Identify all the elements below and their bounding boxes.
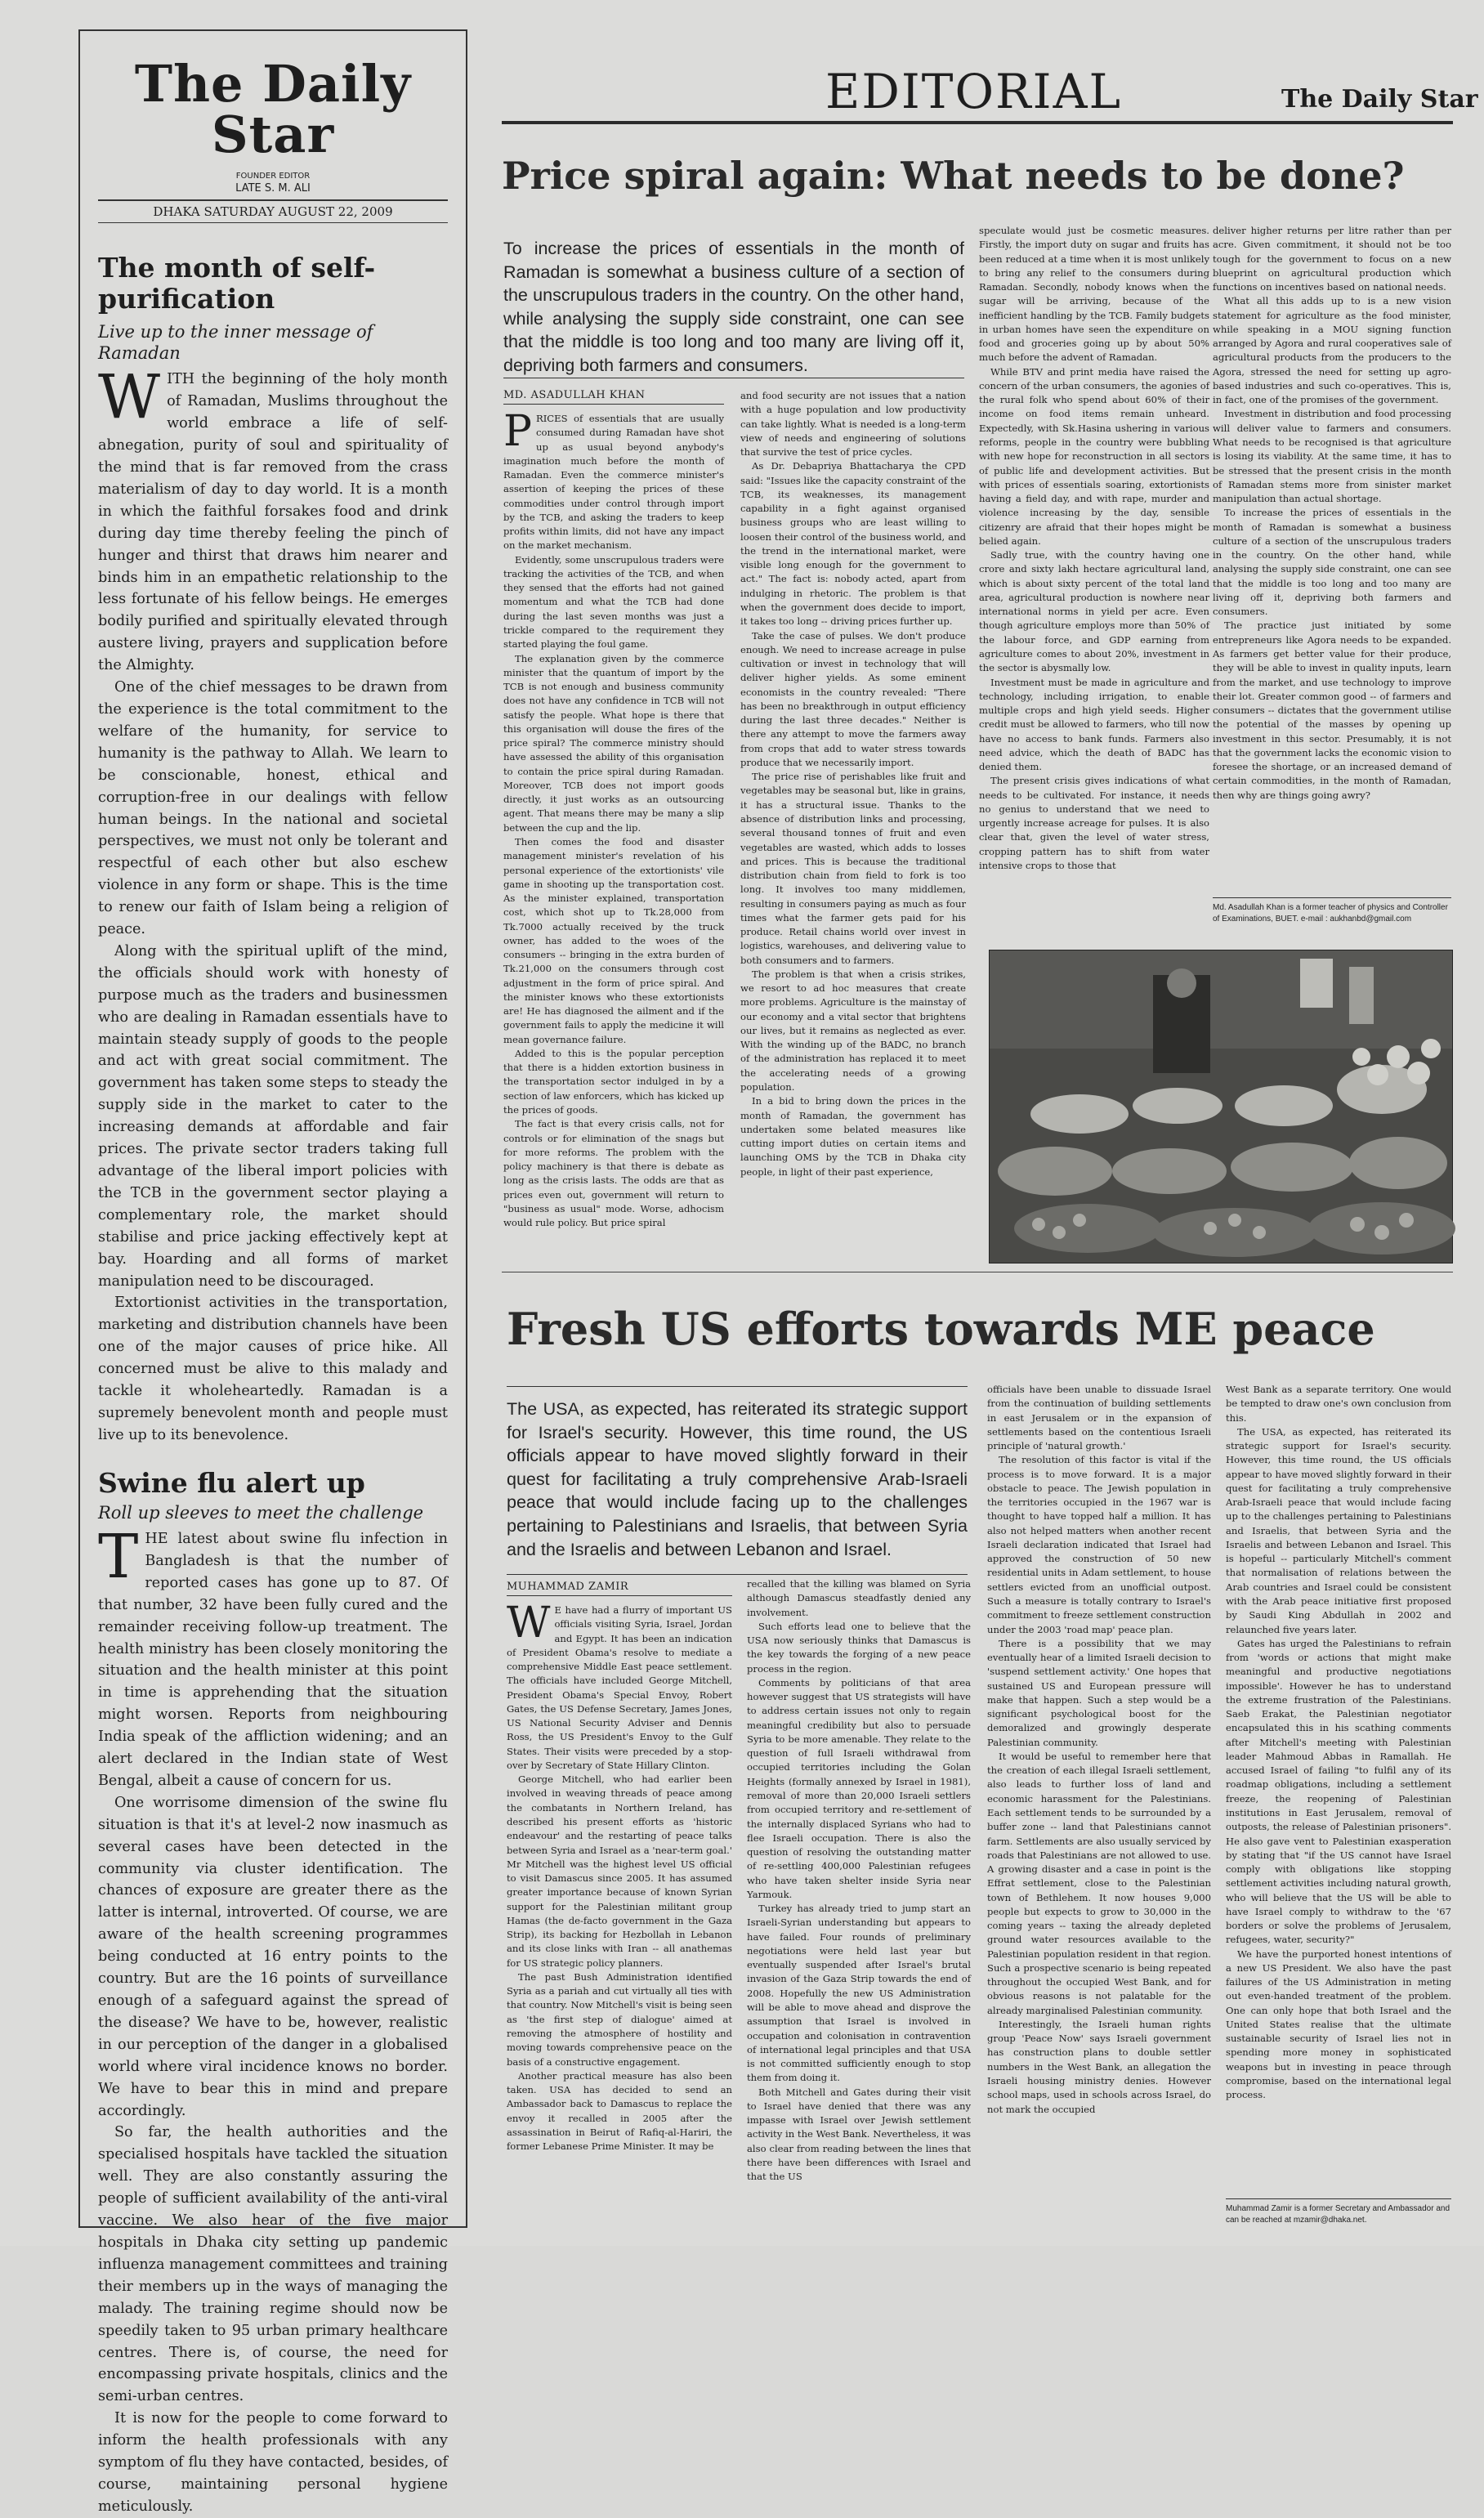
article1-paragraph: The price rise of perishables like fruit and vegetables may be seasonal but, like in grains, it has a structural issue. Thanks to the absence of distribution links and processing, several thousand tonnes of fruit and even vegetables are wasted, which adds to losses and prices. This is because the traditional distribution chain from field to fork is too long. It involves too many middlemen, resulting in consumers paying as much as four times what the farmer gets paid for his produce. Retail chains world over invest in logistics, warehouses, and delivering value to both consumers and to farmers. (740, 771, 966, 966)
article1-paragraph: The fact is that every crisis calls, not for controls or for elimination of the snags but for more reforms. The problem with the policy machinery is that there is debate as long as the crisis lasts. The odds are that as prices even out, government will return to "business as usual" mode. Worse, adhocism would rule policy. But price spiral (503, 1118, 724, 1229)
article2-col1 (507, 1599, 732, 2233)
article1-paragraph: Investment in distribution and food processing will deliver value to farmers and consumers. What needs to be recognised is that agriculture is losing its viability. At the same time, it has to be stressed that the present crisis in the month of Ramadan stems more from sinister market manipulation than actual shortage. (1213, 408, 1451, 505)
article1-paragraph: and food security are not issues that a nation with a huge population and low productivity can take lightly. What is needed is a long-term view of needs and engineering of solutions that survive the test of price cycles. (740, 390, 966, 458)
article2-paragraph: The USA, as expected, has reiterated its strategic support for Israel's security. However, this time round, the US officials appear to have moved slightly forward in their quest for facilitating a truly comprehensive Arab-Israeli peace that would include facing up to the challenges pertaining to Palestinians and Israelis, that between Syria and the Israelis and between Lebanon and Israel. This is hopeful -- particularly Mitchell's comment that normalisation of relations between the Arab countries and Israel could be consistent with the Arab peace initiative first proposed by Saudi King Abdullah in 2002 and relaunched five years later. (1226, 1425, 1451, 1635)
article2-author-note: Muhammad Zamir is a former Secretary and Ambassador and can be reached at mzamir@dhaka.net. (1226, 2204, 1450, 2225)
article2-paragraph: Comments by politicians of that area however suggest that US strategists will have to address certain issues not only to regain meaningful credibility but also to persuade Syria to be more amenable. They relate to the question of full Israeli withdrawal from occupied territories including the Golan Heights (formally annexed by Israel in 1981), removal of more than 20,000 Israeli settlers from occupied territory and re-settlement of the internally displaced Syrians who had to flee Israeli occupation. There is also the question of resolving the outstanding matter of re-settling 400,000 Palestinian refugees who have taken shelter inside Syria near Yarmouk. (747, 1676, 971, 1900)
editorial1-dropcap: W (98, 362, 161, 433)
editorial1-body (98, 362, 448, 1446)
article2-paragraph: E have had a flurry of important US officials visiting Syria, Israel, Jordan and Egypt. It has been an indication of President Obama's resolve to mediate a comprehensive Middle East peace settlement. The officials have included George Mitchell, President Obama's Special Envoy, Robert Gates, the US Defense Secretary, James Jones, US National Security Adviser and Dennis Ross, the US President's Envoy to the Gulf States. Their visits were preceded by a stop-over by Secretary of State Hillary Clinton. (507, 1604, 732, 1771)
article1-paragraph: deliver higher returns per litre rather than per acre. Given commitment, it should not be too tough for the government to focus on a new blueprint on agricultural production which functions on incentives based on national needs. (1213, 225, 1451, 293)
article2-byline-rule (507, 1595, 732, 1596)
article1-paragraph: Sadly true, with the country having one crore and sixty lakh hectare agricultural land, which is about sixty percent of the total land area, agricultural production is nowhere near international norms in yield per acre. Even though agriculture employs more than 50% of the labour force, and GDP earning from agriculture comes to about 20%, investment in the sector is abysmally low. (979, 549, 1209, 674)
article1-byline-rule (503, 404, 724, 405)
mini-masthead: The Daily Star (1281, 85, 1478, 114)
founder-name: LATE S. M. ALI (235, 182, 311, 195)
article2-paragraph: George Mitchell, who had earlier been involved in weaving threads of peace among the combatants in Northern Ireland, has described his present efforts as 'historic endeavour' and the restarting of peace talks between Syria and Israel as a 'near-term goal.' Mr Mitchell was the highest level US official to visit Damascus since 2005. It has assumed greater importance because of known Syrian support for the Palestinian militant group Hamas (the de-facto government in the Gaza Strip), its backing for Hezbollah in Lebanon and its close links with Iran -- all anathemas for US strategic policy planners. (507, 1773, 732, 1969)
article1-paragraph: What all this adds up to is a new vision statement for agriculture as the food minister, while speaking in a MOU signing function arranged by Agora and rural cooperatives sale of agricultural products from the producers to the Agora, stressed the need for setting up agro-based industries and such co-operatives. This is, in fact, one of the promises of the government. (1213, 295, 1451, 406)
article1-paragraph: As Dr. Debapriya Bhattacharya the CPD said: "Issues like the capacity constraint of the TCB, its weaknesses, its management capability in a fight against organised business groups who are least willing to loosen their control of the business world, and the trend in the international market, were visible long enough for the government to act." The fact is: nobody acted, apart from indulging in rhetoric. The problem is that when the government does decide to import, it takes too long -- driving prices further up. (740, 460, 966, 628)
article1-paragraph: While BTV and print media have raised the concern of the urban consumers, the agonies of the rural folk who spend about 60% of their income on food items remain unheard. Expectedly, with Sk.Hasina ushering in various reforms, people in the country were bubbling with new hope for reconstruction in all sectors of public life and development activities. But with prices of essentials soaring, extortionists having a field day, and with rape, murder and violence increasing by the day, sensible citizenry are afraid that their hopes might be belied again. (979, 365, 1209, 547)
produce-stall-image (990, 950, 1452, 1263)
article1-paragraph: Then comes the food and disaster management minister's revelation of his personal experience of the extortionists' vile game in shooting up the transportation cost. As the minister explained, transportation cost, which shot up to Tk.28,000 from Tk.7000 actually received by the truck owner, has added to the woes of the consumers -- bringing in the extra burden of Tk.21,000 on the consumers through cost adjustment in the form of price spiral. And the minister knows who these extortionists are! He has diagnosed the ailment and if the government fails to apply the medicine it will mean governance failure. (503, 835, 724, 1045)
article1-dropcap: P (503, 407, 532, 456)
editorial-column-box (78, 29, 467, 2515)
article1-paragraph: The present crisis gives indications of what needs to be cultivated. For instance, it needs no genius to understand that we need to urgently increase acreage for pulses. It is also clear that, given the level of water stress, cropping pattern has to shift from water intensive crops to those that (979, 775, 1209, 871)
article1-col3 (979, 224, 1209, 938)
article2-paragraph: It would be useful to remember here that the creation of each illegal Israeli settlement, also leads to further loss of land and economic harassment for the Palestinians. Each settlement tends to be surrounded by a buffer zone -- land that Palestinians cannot farm. Settlements are also usually serviced by roads that Palestinians are not allowed to use. A growing disaster and a case in point is the Effrat settlement, close to the Palestinian town of Bethlehem. It now houses 9,000 people but expects to grow to 30,000 in the coming years -- taxing the already depleted ground water resources available to the Palestinian population resident in that region. Such a prospective scenario is being repeated throughout the occupied West Bank, and for obvious reasons is not palatable for the already marginalised Palestinian community. (987, 1750, 1211, 2016)
article2-standfirst: The USA, as expected, has reiterated its strategic support for Israel's security. However, this time round, the US officials appear to have moved slightly forward in their quest for facilitating a truly comprehensive Arab-Israeli peace that would include facing up to the challenges pertaining to Palestinians and Israelis, that between Syria and the Israelis and between Lebanon and Israel. (507, 1399, 968, 1559)
editorial1-paragraph: ITH the beginning of the holy month of Ramadan, Muslims throughout the world embrace a life of self-abnegation, purity of soul and spirituality of the mind that is far removed from the crass materialism of day to day world. It is a month in which the faithful forsakes food and drink during day time thereby feeling the pinch of hunger and thirst that draws him nearer and binds him in an empathetic relationship to the less fortunate of his fellow beings. He emerges bodily purified and spiritually elevated through austere living, prayers and supplication before the Almighty. (98, 371, 448, 674)
article2-paragraph: Both Mitchell and Gates during their visit to Israel have denied that there was any impasse with Israel over Jewish settlement activity in the West Bank. Nevertheless, it was also clear from reading between the lines that there have been differences with Israel and that the US (747, 2086, 971, 2183)
article1-paragraph: Investment must be made in agriculture and technology, including irrigation, to enable multiple crops and high yield seeds. Higher credit must be allowed to farmers, who till now have no access to bank funds. Farmers also need advice, which the death of BADC has denied them. (979, 676, 1209, 773)
article1-headline: Price spiral again: What needs to be done? (502, 154, 1405, 198)
editorial1-paragraph: One of the chief messages to be drawn from the experience is the total commitment to the welfare of the humanity, for service to humanity is the pathway to Allah. We learn to be conscionable, honest, ethical and corruption-free in our dealings with fellow human beings. In the national and societal perspectives, we must not only be tolerant and respectful of each other but also eschew violence in any form or shape. This is the time to renew our faith of Islam being a religion of peace. (98, 679, 448, 938)
article2-col2 (747, 1577, 971, 2233)
article1-paragraph: Take the case of pulses. We don't produce enough. We need to increase acreage in pulse cultivation or invest in technology that will deliver higher yields. As some eminent economists in the country revealed: "There has been no breakthrough in output efficiency during the last three decades." Neither is there any attempt to move the farmers away from crops that add to water stress towards produce that we necessarily import. (740, 629, 966, 768)
editorial2-body (98, 1521, 448, 2518)
article2-paragraph: officials have been unable to dissuade Israel from the continuation of building settlements in east Jerusalem or in the expansion of settlements based on the contentious Israeli principle of 'natural growth.' (987, 1384, 1211, 1452)
article2-paragraph: recalled that the killing was blamed on Syria although Damascus steadfastly denied any involvement. (747, 1578, 971, 1618)
article1-paragraph: RICES of essentials that are usually consumed during Ramadan have shot up as usual beyond anybody's imagination much before the month of Ramadan. Even the commerce minister's assertion of keeping the prices of these commodities under control through import by the TCB, and asking the traders to keep profits within limits, did not have any impact on the market mechanism. (503, 413, 724, 552)
editorial2-paragraph: It is now for the people to come forward to inform the health professionals with any symptom of flu they have contacted, besides, of course, maintaining personal hygiene meticulously. (98, 2410, 448, 2515)
article1-paragraph: Added to this is the popular perception that there is a hidden extortion business in the transportation sector indulged in by a section of law enforcers, which has kicked up the prices of goods. (503, 1047, 724, 1116)
article1-col1 (503, 407, 724, 1263)
article2-col3 (987, 1383, 1211, 2233)
editorial1-subtitle: Live up to the inner message of Ramadan (98, 321, 373, 364)
article2-paragraph: The resolution of this factor is vital if the process is to move forward. It is a major obstacle to peace. The Jewish population in the territories occupied in the 1967 war is thought to have topped half a million. It has also not helped matters when another recent Israeli declaration indicated that Israel had approved the construction of 50 new residential units in Adam settlement, to house settlers evicted from an unofficial outpost. Such a measure is totally contrary to Israel's commitment to freeze settlement construction under the 2003 'road map' peace plan. (987, 1454, 1211, 1635)
article2-col4 (1226, 1383, 1451, 2153)
article1-paragraph: speculate would just be cosmetic measures. Firstly, the import duty on sugar and fruits has been reduced at a time when it is most unlikely to bring any relief to the consumers during Ramadan. Secondly, nobody knows when the sugar will be arriving, because of the inefficient handling by the TCB. Family budgets in urban homes have seen the expenditure on food and groceries going up by about 50% much before the advent of Ramadan. (979, 225, 1209, 364)
editorial2-paragraph: So far, the health authorities and the specialised hospitals have tackled the situation well. They are also constantly assuring the people of sufficient availability of the anti-viral vaccine. We also hear of the five major hospitals in Dhaka city setting up pandemic influenza management committees and training their members up in the ways of managing the malady. The training regime should now be speedily taken to 95 urban primary healthcare centres. There is, of course, the need for encompassing private hospitals, clinics and the semi-urban centres. (98, 2124, 448, 2405)
dateline: DHAKA SATURDAY AUGUST 22, 2009 (98, 199, 448, 223)
editorial2-paragraph: HE latest about swine flu infection in Bangladesh is that the number of reported cases has gone up to 87. Of that number, 32 have been fully cured and the remainder receiving follow-up treatment. The health ministry has been closely monitoring the situation and the health minister at this point in time is apprehending that the situation might worsen. Reports from neighbouring India speak of the affliction widening; and an alert declared in the Indian state of West Bengal, albeit a cause of concern for us. (98, 1530, 448, 1789)
editorial1-title: The month of self-purification (98, 252, 376, 315)
article2-paragraph: There is a possibility that we may eventually hear of a limited Israeli decision to 'suspend settlement activity.' One hopes that sustained US and European pressure will make that happen. Such a step would be a significant psychological boost for the demoralized and growingly desperate Palestinian community. (987, 1637, 1211, 1748)
article2-note-rule (1226, 2198, 1451, 2199)
article1-paragraph: In a bid to bring down the prices in the month of Ramadan, the government has undertaken some belated measures like cutting import duties on certain items and launching OMS by the TCB in Dhaka city people, in light of their past experience, (740, 1095, 966, 1178)
editorial2-paragraph: One worrisome dimension of the swine flu situation is that it's at level-2 now inasmuch as several cases have been detected in the community via cluster identification. The chances of exposure are greater there as the latter is internal, introverted. Of course, we are aware of the health screening programmes being conducted at 16 entry points to the country. But are the 16 points of surveillance enough of a safeguard against the spread of the disease? We have to be, however, realistic in our perception of the danger in a globalised world where viral incidence knows no border. We have to bear this in mind and prepare accordingly. (98, 1794, 448, 2119)
article2-paragraph: We have the purported honest intentions of a new US President. We also have the past failures of the US Administration in meting out even-handed treatment of the problem. One can only hope that both Israel and the United States realise that the ultimate sustainable security of Israel lies not in spending more money in sophisticated weapons but in investing in peace through compromise, based on the international legal process. (1226, 1948, 1451, 2101)
article2-paragraph: West Bank as a separate territory. One would be tempted to draw one's own conclusion from this. (1226, 1384, 1451, 1424)
editorial2-dropcap: T (98, 1521, 139, 1592)
article1-col2 (740, 389, 966, 1263)
section-title: EDITORIAL (825, 64, 1122, 119)
section-rule (502, 121, 1453, 124)
editorial1-paragraph: Along with the spiritual uplift of the mind, the officials should work with honesty of purpose much as the traders and businessmen who are dealing in Ramadan essentials have to maintain steady supply of goods to the people and act with great social commitment. The government has taken some steps to steady the supply side in the market to cater to the increasing demands at affordable and fair prices. The private sector traders taking full advantage of the liberal import policies with the TCB in the government sector playing a complementary role, the market should stabilise and price jacking effectively kept at bay. Hoarding and all forms of market manipulation need to be discouraged. (98, 942, 448, 1290)
article2-paragraph: Interestingly, the Israeli human rights group 'Peace Now' says Israeli government has construction plans to double settler numbers in the West Bank, an allegation the Israeli housing ministry denies. However school maps, used in schools across Israel, do not mark the occupied (987, 2018, 1211, 2115)
editorial2-subtitle: Roll up sleeves to meet the challenge (98, 1502, 424, 1523)
article2-paragraph: Such efforts lead one to believe that the USA now seriously thinks that Damascus is the key towards the forging of a new peace process in the region. (747, 1620, 971, 1675)
article1-paragraph: The problem is that when a crisis strikes, we resort to ad hoc measures that create more problems. Agriculture is the mainstay of our economy and a vital sector that brightens our lives, but it remains as neglected as ever. With the winding up of the BADC, no branch of the administration has replaced it to meet the accelerating needs of a growing population. (740, 968, 966, 1094)
article2-paragraph: The past Bush Administration identified Syria as a pariah and cut virtually all ties with that country. Now Mitchell's visit is being seen as 'the first step of dialogue' aimed at removing the atmosphere of hostility and moving towards comprehensive peace on the basis of a constructive engagement. (507, 1970, 732, 2068)
article2-rule (507, 1574, 968, 1575)
article2-byline: MUHAMMAD ZAMIR (507, 1581, 629, 1593)
market-produce-photo (989, 950, 1453, 1263)
article2-paragraph: Another practical measure has also been taken. USA has decided to send an Ambassador back to Damascus to replace the envoy it recalled in 2005 after the assassination in Beirut of Rafiq-al-Hariri, the former Lebanese Prime Minister. It may be (507, 2069, 732, 2153)
article1-standfirst: To increase the prices of essentials in the month of Ramadan is somewhat a business culture of a section of the unscrupulous traders in the country. On the other hand, while analysing the supply side constraint, one can see that the middle is too long and too many are living off it, depriving both farmers and consumers. (503, 239, 964, 375)
article1-note-rule (1213, 897, 1451, 898)
article2-paragraph: Turkey has already tried to jump start an Israeli-Syrian understanding but appears to have failed. Four rounds of preliminary negotiations were held last year but eventually suspended after Israel's brutal invasion of the Gaza Strip towards the end of 2008. Hopefully the new US Administration will be able to move ahead and disprove the assumption that Israel is involved in occupation and colonisation in contravention of international legal principles and that USA is not committed sufficiently enough to stop them from doing it. (747, 1903, 971, 2084)
article2-paragraph: Gates has urged the Palestinians to refrain from 'words or actions that might make meaningful and productive negotiations impossible'. However he has to understand the extreme frustration of the Palestinians. Saeb Erakat, the Palestinian negotiator encapsulated this in his scathing comments after Mitchell's meeting with Palestinian leader Mahmoud Abbas in Ramallah. He accused Israel of failing "to fulfil any of its roadmap obligations, including a settlement freeze, the reopening of Palestinian institutions in East Jerusalem, removal of outposts, the release of Palestinian prisoners". He also gave vent to Palestinian exasperation by stating that "if the US cannot have Israel comply with obligations like stopping settlement activities including natural growth, who will believe that the US will be able to have Israel comply to withdraw to the '67 borders or solve the problems of Jerusalem, refugees, water, security?" (1226, 1637, 1451, 1946)
article1-paragraph: The explanation given by the commerce minister that the quantum of import by the TCB is not enough and business community does not have any confidence in TCB will not satisfy the people. What hope is there that this organisation will douse the fires of the price spiral? The commerce ministry should have assessed the ability of this organisation to contain the price spiral during Ramadan. Moreover, TCB does not import goods directly, it just works as an outsourcing agent. That means there may be many a slip between the cup and the lip. (503, 652, 724, 834)
editorial2-title: Swine flu alert up (98, 1466, 365, 1499)
article1-author-note: Md. Asadullah Khan is a former teacher of physics and Controller of Examinations, BUET. e-mail : aukhanbd@gmail.com (1213, 903, 1448, 924)
article1-paragraph: The practice just initiated by some entrepreneurs like Agora needs to be expanded. As farmers get better value for their produce, they will be able to invest in quality inputs, learn from the market, and use technology to improve their lot. Greater common good -- of farmers and consumers -- dictates that the government utilise the potential of the masses by opening up investment in this sector. Presumably, it is not that the government lacks the economic vision to foresee the shortage, or an increased demand of certain commodities, in the month of Ramadan, then why are things going awry? (1213, 619, 1451, 801)
article1-byline: MD. ASADULLAH KHAN (503, 389, 646, 401)
article1-col4 (1213, 224, 1451, 892)
article1-paragraph: To increase the prices of essentials in the month of Ramadan is somewhat a business culture of a section of the unscrupulous traders in the country. On the other hand, while analysing the supply side constraint, one can see that the middle is too long and too many are living off it, depriving both farmers and consumers. (1213, 507, 1451, 618)
founder-label: FOUNDER EDITOR (235, 172, 311, 181)
article2-top-rule (507, 1386, 968, 1387)
article1-paragraph: Evidently, some unscrupulous traders were tracking the activities of the TCB, and when they sensed that the efforts had not gained momentum and what the TCB had done during the last seven months was just a trickle compared to the requirement they started playing the foul game. (503, 553, 724, 651)
article2-headline: Fresh US efforts towards ME peace (507, 1303, 1375, 1355)
masthead-logo: The Daily Star (134, 54, 412, 164)
article2-dropcap: W (507, 1599, 551, 1648)
editorial1-paragraph: Extortionist activities in the transportation, marketing and distribution channels have been one of the major causes of price hike. All concerned must be alive to this malady and tackle it wholeheartedly. Ramadan is a supremely benevolent month and people must live up to its benevolence. (98, 1295, 448, 1443)
